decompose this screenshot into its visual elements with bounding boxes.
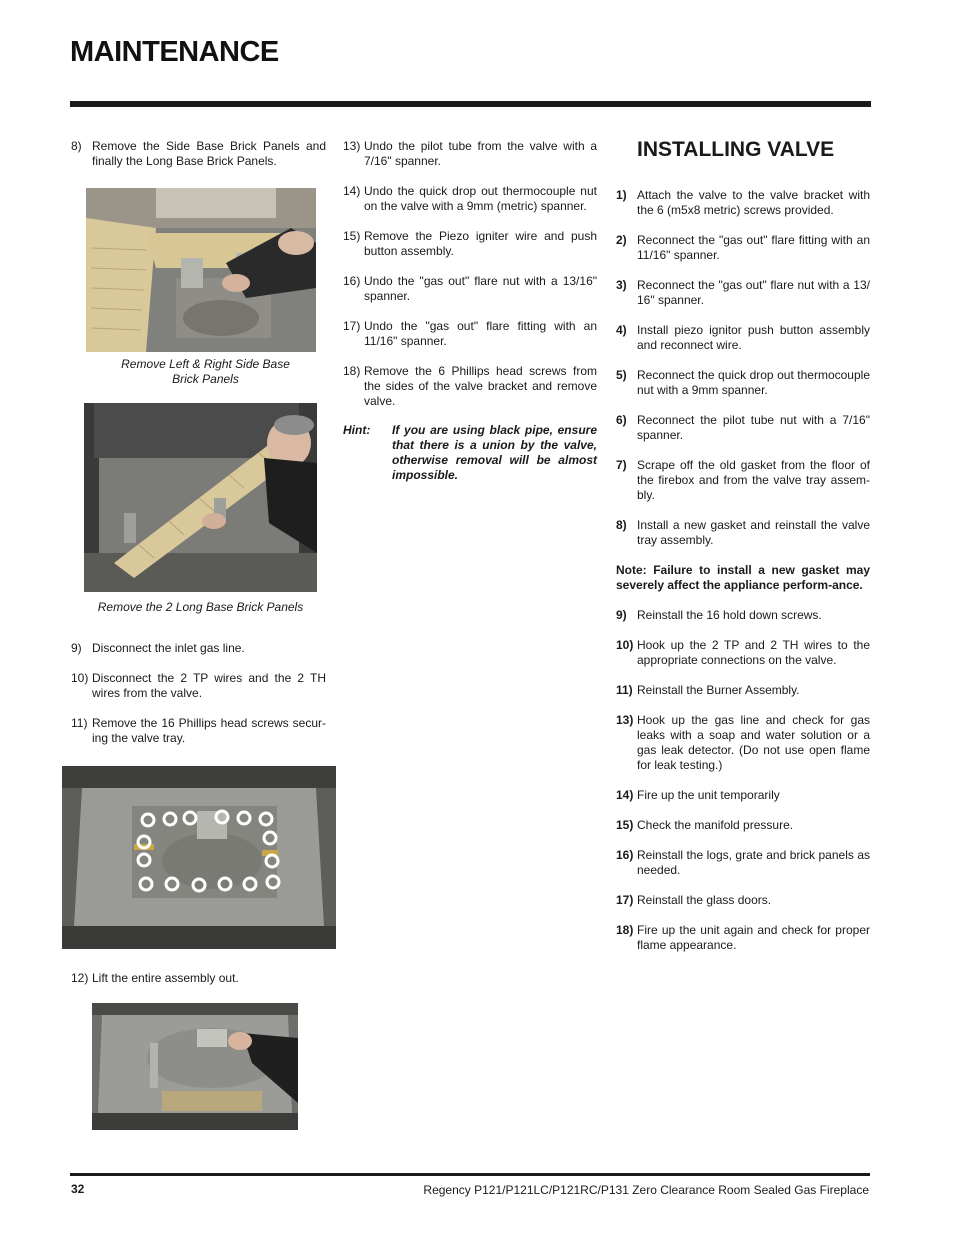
caption-long-brick-panels: Remove the 2 Long Base Brick Panels [97, 600, 304, 614]
step-text: Undo the "gas out" flare fitting with an 11/16" spanner. [364, 319, 597, 348]
step-number: 17) [343, 319, 361, 333]
step-number: 1) [616, 188, 627, 202]
step-text: Disconnect the 2 TP wires and the 2 TH wires from the valve. [92, 671, 326, 700]
step-number: 15) [616, 818, 634, 832]
section-title: INSTALLING VALVE [637, 138, 835, 161]
header-rule [70, 101, 871, 107]
step-text: Install a new gasket and reinstall the valve tray assembly. [637, 518, 870, 547]
step-number: 17) [616, 893, 634, 907]
step-number: 16) [616, 848, 634, 862]
step-text: Reinstall the 16 hold down screws. [637, 608, 822, 622]
step-number: 9) [616, 608, 627, 622]
step-text: Remove the Piezo igniter wire and push button assembly. [364, 229, 597, 258]
step-text: Reinstall the glass doors. [637, 893, 772, 907]
step-number: 2) [616, 233, 627, 247]
step-text: Reconnect the "gas out" flare nut with a 13/ 16" spanner. [637, 278, 870, 307]
step-text: Check the manifold pressure. [637, 818, 794, 832]
caption-side-brick-panels: Remove Left & Right Side Base Brick Panels [121, 357, 290, 386]
step-number: 3) [616, 278, 627, 292]
step-number: 6) [616, 413, 627, 427]
step-number: 14) [343, 184, 361, 198]
step-text: Undo the "gas out" flare nut with a 13/16" spanner. [364, 274, 597, 303]
hint-text: If you are using black pipe, ensure that there is a union by the valve, otherwise removal will be almost impossible. [392, 423, 597, 482]
step-text: Fire up the unit temporarily [637, 788, 780, 802]
step-number: 9) [71, 641, 82, 655]
photo-valve-tray-screws [62, 766, 336, 949]
step-number: 15) [343, 229, 361, 243]
step-text: Lift the entire assembly out. [92, 971, 239, 985]
installing-steps [616, 188, 870, 953]
photo-side-brick-panels [86, 188, 316, 352]
steps-9-11 [71, 641, 326, 746]
step-text: Remove the Side Base Brick Panels and finally the Long Base Brick Panels. [92, 139, 326, 168]
step-text: Remove the 16 Phillips head screws secur-ing the valve tray. [92, 716, 326, 745]
step-number: 4) [616, 323, 627, 337]
step-12 [71, 971, 326, 986]
step-number: 10) [71, 671, 89, 685]
footer-rule [70, 1173, 870, 1176]
step-text: Scrape off the old gasket from the floor of the firebox and from the valve tray assem-bly. [637, 458, 870, 502]
step-text: Hook up the 2 TP and 2 TH wires to the appropriate connections on the valve. [637, 638, 870, 667]
step-text: Reconnect the quick drop out thermocouple nut with a 9mm spanner. [637, 368, 870, 397]
step-number: 11) [71, 716, 88, 730]
step-number: 18) [616, 923, 634, 937]
photo-lift-assembly [92, 1003, 298, 1130]
step-number: 13) [616, 713, 634, 727]
step-number: 16) [343, 274, 361, 288]
gasket-note: Note: Failure to install a new gasket may severely affect the appliance perform-ance. [616, 563, 870, 592]
step-number: 11) [616, 683, 633, 697]
step-text: Fire up the unit again and check for proper flame appearance. [637, 923, 870, 952]
photo-long-brick-panels [84, 403, 317, 592]
step-text: Attach the valve to the valve bracket with the 6 (m5x8 metric) screws provided. [637, 188, 870, 217]
step-number: 13) [343, 139, 361, 153]
step-number: 10) [616, 638, 634, 652]
hint-label: Hint: [343, 423, 371, 437]
step-text: Disconnect the inlet gas line. [92, 641, 245, 655]
step-text: Reinstall the logs, grate and brick panels as needed. [637, 848, 870, 877]
page-title: MAINTENANCE [70, 36, 279, 68]
step-text: Undo the pilot tube from the valve with a 7/16" spanner. [364, 139, 597, 168]
page-number: 32 [71, 1182, 85, 1196]
footer-doc-title: Regency P121/P121LC/P121RC/P131 Zero Clearance Room Sealed Gas Fireplace [423, 1183, 869, 1197]
step-number: 8) [616, 518, 627, 532]
step-text: Hook up the gas line and check for gas leaks with a soap and water solution or a gas leak detector. (Do not use open flame for leak testing.) [637, 713, 870, 772]
step-number: 8) [71, 139, 82, 153]
step-text: Remove the 6 Phillips head screws from the sides of the valve bracket and remove valve. [364, 364, 597, 408]
step-number: 18) [343, 364, 361, 378]
step-number: 14) [616, 788, 634, 802]
step-number: 5) [616, 368, 627, 382]
step-text: Install piezo ignitor push button assembly and reconnect wire. [637, 323, 870, 352]
step-text: Undo the quick drop out thermocouple nut on the valve with a 9mm (metric) spanner. [364, 184, 597, 213]
step-text: Reinstall the Burner Assembly. [637, 683, 800, 697]
step-number: 12) [71, 971, 89, 985]
step-number: 7) [616, 458, 627, 472]
steps-13-18 [343, 139, 597, 424]
step-text: Reconnect the "gas out" flare fitting with an 11/16" spanner. [637, 233, 870, 262]
hint [343, 423, 597, 483]
step-8 [71, 139, 326, 169]
step-text: Reconnect the pilot tube nut with a 7/16" spanner. [637, 413, 870, 442]
